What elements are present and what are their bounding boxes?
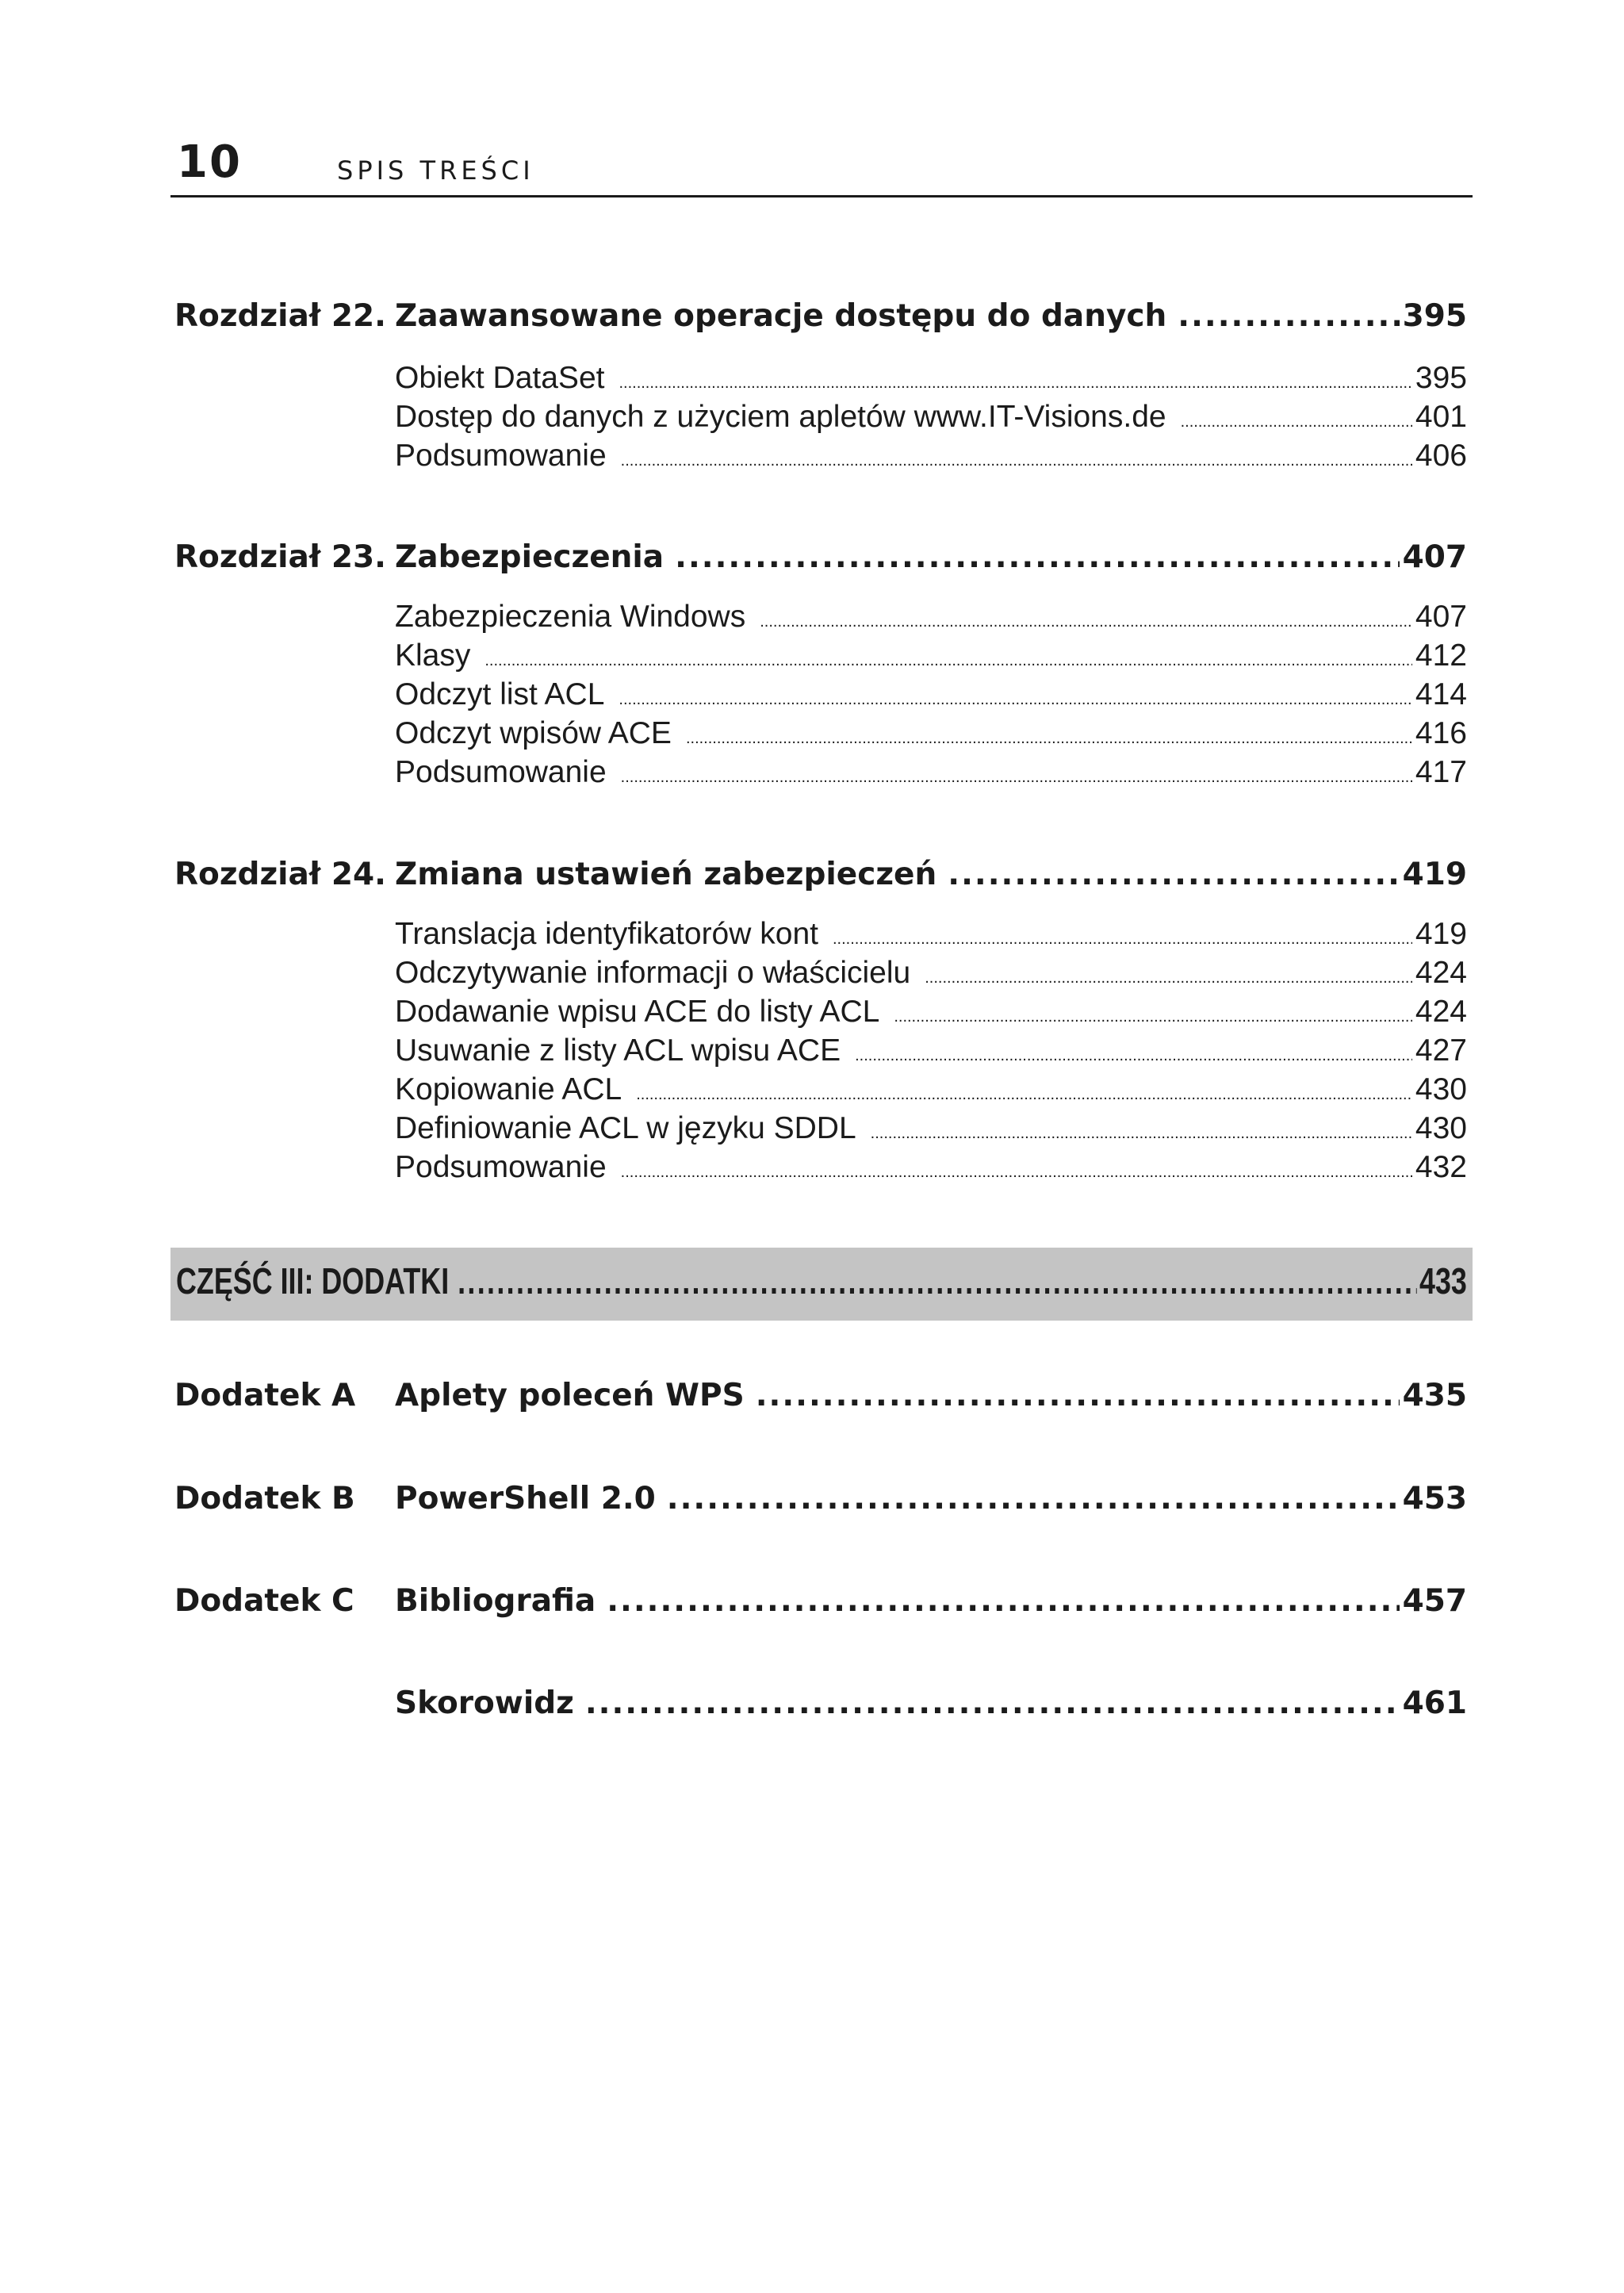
- chapter-page-number: 419: [1402, 857, 1467, 892]
- chapter-title: Zmiana ustawień zabezpieczeń: [395, 857, 937, 892]
- section-title: Klasy: [395, 638, 471, 673]
- dot-leader: [621, 1164, 1412, 1182]
- toc-section[interactable]: [395, 361, 1467, 396]
- section-title: Podsumowanie: [395, 1150, 607, 1184]
- part-title: CZĘŚĆ III: DODATKI: [176, 1260, 450, 1302]
- chapter-label: Rozdział 24.: [174, 857, 386, 892]
- section-page-number: 414: [1415, 677, 1467, 711]
- dot-leader: [458, 1260, 1417, 1302]
- chapter-title: Zabezpieczenia: [395, 539, 665, 575]
- dot-leader: [675, 539, 1399, 575]
- dot-leader: [1178, 298, 1399, 334]
- dot-leader: [833, 930, 1412, 949]
- dot-leader: [948, 857, 1399, 892]
- section-title: Dostęp do danych z użyciem apletów www.IT-Visions.de: [395, 400, 1166, 434]
- appendix-label: Dodatek B: [174, 1481, 355, 1517]
- appendix-page-number: 457: [1402, 1583, 1467, 1619]
- section-page-number: 424: [1415, 956, 1467, 990]
- toc-section[interactable]: [395, 1150, 1467, 1185]
- dot-leader: [760, 613, 1412, 631]
- dot-leader: [619, 374, 1411, 393]
- toc-appendix-b[interactable]: [174, 1481, 1467, 1517]
- dot-leader: [756, 1378, 1400, 1413]
- section-page-number: 424: [1415, 995, 1467, 1029]
- toc-section[interactable]: [395, 400, 1467, 435]
- toc-chapter-24[interactable]: [174, 857, 1467, 892]
- appendix-page-number: 453: [1402, 1481, 1467, 1517]
- page-header: [170, 136, 1473, 197]
- dot-leader: [871, 1125, 1412, 1143]
- appendix-label: Dodatek A: [174, 1378, 356, 1413]
- section-title: Kopiowanie ACL: [395, 1072, 622, 1106]
- section-page-number: 430: [1415, 1072, 1467, 1106]
- appendix-page-number: 435: [1402, 1378, 1467, 1413]
- dot-leader: [925, 969, 1412, 987]
- chapter-page-number: 395: [1402, 298, 1467, 334]
- section-page-number: 406: [1415, 439, 1467, 473]
- section-title: Usuwanie z listy ACL wpisu ACE: [395, 1033, 841, 1068]
- chapter-page-number: 407: [1402, 539, 1467, 575]
- dot-leader: [667, 1481, 1400, 1517]
- section-title: Translacja identyfikatorów kont: [395, 917, 818, 951]
- section-title: Podsumowanie: [395, 439, 607, 473]
- index-title: Skorowidz: [395, 1685, 574, 1721]
- section-page-number: 407: [1415, 600, 1467, 634]
- toc-section[interactable]: [395, 638, 1467, 673]
- dot-leader: [621, 769, 1412, 787]
- section-page-number: 427: [1415, 1033, 1467, 1068]
- section-page-number: 395: [1415, 361, 1467, 395]
- toc-chapter-22[interactable]: [174, 298, 1467, 334]
- section-title: Odczyt list ACL: [395, 677, 605, 711]
- toc-section[interactable]: [395, 755, 1467, 790]
- dot-leader: [636, 1086, 1412, 1104]
- appendix-title: PowerShell 2.0: [395, 1481, 656, 1517]
- section-page-number: 419: [1415, 917, 1467, 951]
- section-page-number: 417: [1415, 755, 1467, 789]
- toc-appendix-c[interactable]: [174, 1583, 1467, 1619]
- section-title: Odczytywanie informacji o właścicielu: [395, 956, 911, 990]
- dot-leader: [621, 452, 1412, 470]
- dot-leader: [1181, 413, 1412, 431]
- section-title: Zabezpieczenia Windows: [395, 600, 746, 634]
- page-number: 10: [177, 136, 242, 188]
- toc-appendix-a[interactable]: [174, 1378, 1467, 1413]
- chapter-label: Rozdział 23.: [174, 539, 386, 575]
- toc-section[interactable]: [395, 1111, 1467, 1146]
- section-page-number: 412: [1415, 638, 1467, 673]
- dot-leader: [607, 1583, 1399, 1619]
- toc-section[interactable]: [395, 1033, 1467, 1068]
- toc-section[interactable]: [395, 1072, 1467, 1107]
- dot-leader: [855, 1047, 1412, 1065]
- section-page-number: 416: [1415, 716, 1467, 750]
- section-page-number: 430: [1415, 1111, 1467, 1145]
- toc-chapter-23[interactable]: [174, 539, 1467, 575]
- dot-leader: [619, 691, 1412, 709]
- dot-leader: [686, 730, 1412, 748]
- appendix-label: Dodatek C: [174, 1583, 354, 1619]
- index-page-number: 461: [1402, 1685, 1467, 1721]
- toc-section[interactable]: [395, 956, 1467, 991]
- appendix-title: Bibliografia: [395, 1583, 596, 1619]
- part-page-number: 433: [1419, 1260, 1467, 1302]
- toc-section[interactable]: [395, 439, 1467, 474]
- appendix-title: Aplety poleceń WPS: [395, 1378, 745, 1413]
- running-title: SPIS TREŚCI: [337, 155, 534, 186]
- toc-section[interactable]: [395, 995, 1467, 1030]
- dot-leader: [894, 1008, 1412, 1026]
- chapter-title: Zaawansowane operacje dostępu do danych: [395, 298, 1167, 334]
- chapter-label: Rozdział 22.: [174, 298, 386, 334]
- section-title: Definiowanie ACL w języku SDDL: [395, 1111, 856, 1145]
- section-title: Dodawanie wpisu ACE do listy ACL: [395, 995, 880, 1029]
- dot-leader: [485, 652, 1412, 670]
- dot-leader: [585, 1685, 1400, 1721]
- toc-section[interactable]: [395, 917, 1467, 952]
- section-title: Obiekt DataSet: [395, 361, 605, 395]
- toc-section[interactable]: [395, 716, 1467, 751]
- toc-section[interactable]: [395, 677, 1467, 712]
- section-title: Odczyt wpisów ACE: [395, 716, 672, 750]
- section-page-number: 432: [1415, 1150, 1467, 1184]
- section-page-number: 401: [1415, 400, 1467, 434]
- toc-index[interactable]: [174, 1685, 1467, 1721]
- toc-section[interactable]: [395, 600, 1467, 635]
- toc-part-3[interactable]: [176, 1260, 1467, 1302]
- section-title: Podsumowanie: [395, 755, 607, 789]
